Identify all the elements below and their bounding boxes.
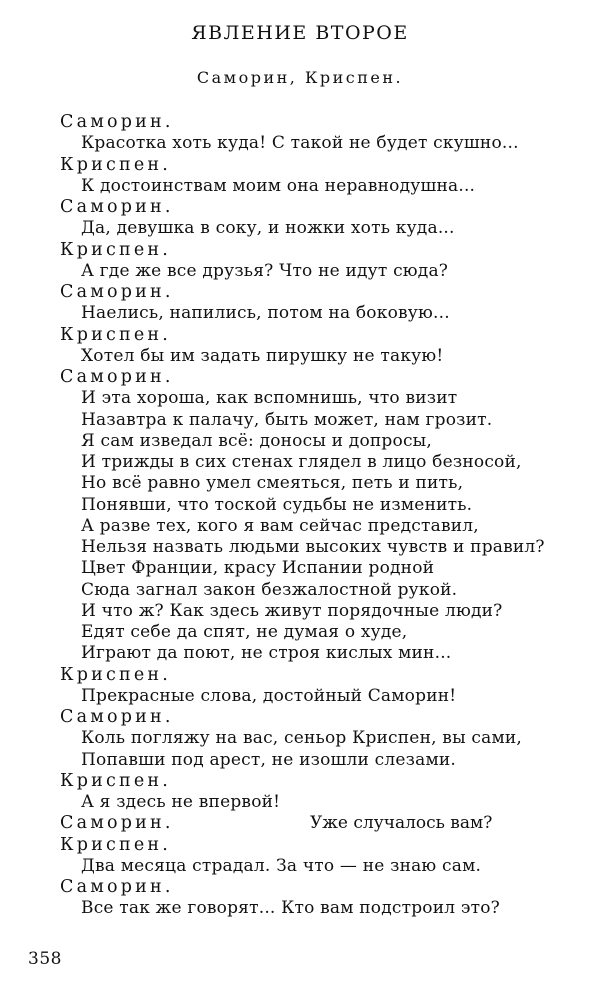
verse-line: Играют да поют, не строя кислых мин...	[81, 643, 452, 664]
speaker-name: Саморин.	[60, 112, 174, 132]
verse-line: Прекрасные слова, достойный Саморин!	[81, 685, 457, 706]
verse-line: Но всё равно умел смеяться, петь и пить,	[81, 473, 464, 494]
verse-line: Нельзя назвать людьми высоких чувств и правил?	[81, 537, 545, 557]
verse-line: А разве тех, кого я вам сейчас представил,	[81, 515, 479, 536]
verse-line: Два месяца страдал. За что — не знаю сам.	[81, 855, 482, 876]
verse-line: К достоинствам моим она неравнодушна...	[81, 175, 476, 196]
speaker-name: Криспен.	[60, 239, 172, 260]
verse-line: Понявши, что тоской судьбы не изменить.	[81, 494, 473, 515]
verse-line: Попавши под арест, не изошли слезами.	[81, 749, 456, 770]
speaker-name: Криспен.	[60, 834, 172, 855]
verse-line: Да, девушка в соку, и ножки хоть куда...	[81, 218, 455, 239]
speaker-name: Криспен.	[60, 154, 172, 175]
verse-line: Едят себе да спят, не думая о худе,	[81, 622, 408, 642]
speaker-name: Криспен.	[60, 770, 172, 791]
speaker-name: Саморин.	[60, 813, 174, 834]
verse-line: Наелись, напились, потом на боковую...	[81, 303, 450, 324]
verse-line: Цвет Франции, красу Испании родной	[81, 558, 435, 579]
verse-line: Я сам изведал всё: доносы и допросы,	[81, 430, 433, 451]
characters-list: Саморин, Криспен.	[196, 68, 404, 87]
verse-line: Уже случалось вам?	[310, 813, 493, 834]
verse-line: Сюда загнал закон безжалостной рукой.	[81, 579, 458, 600]
verse-line: Красотка хоть куда! С такой не будет скушно...	[81, 133, 519, 154]
speaker-name: Саморин.	[60, 367, 174, 387]
speaker-name: Саморин.	[60, 282, 174, 302]
verse-line: А я здесь не впервой!	[81, 792, 281, 812]
scene-title: ЯВЛЕНИЕ ВТОРОЕ	[191, 22, 409, 44]
speaker-name: Саморин.	[60, 877, 174, 897]
verse-line: А где же все друзья? Что не идут сюда?	[81, 260, 449, 281]
split-line	[60, 813, 560, 834]
verse-line: И трижды в сих стенах глядел в лицо безносой,	[81, 452, 522, 472]
speaker-name: Саморин.	[60, 707, 174, 727]
page-number: 358	[28, 949, 62, 969]
verse-line: Назавтра к палачу, быть может, нам грозит.	[81, 409, 493, 430]
speaker-name: Криспен.	[60, 324, 172, 345]
speaker-name: Криспен.	[60, 664, 172, 685]
verse-line: Хотел бы им задать пирушку не такую!	[81, 345, 444, 366]
verse-line: Коль погляжу на вас, сеньор Криспен, вы сами,	[81, 728, 523, 749]
play-text	[60, 112, 560, 920]
speaker-name: Саморин.	[60, 197, 174, 217]
verse-line: И эта хороша, как вспомнишь, что визит	[81, 388, 458, 409]
verse-line: И что ж? Как здесь живут порядочные люди?	[81, 600, 503, 621]
verse-line: Все так же говорят... Кто вам подстроил это?	[81, 898, 500, 919]
